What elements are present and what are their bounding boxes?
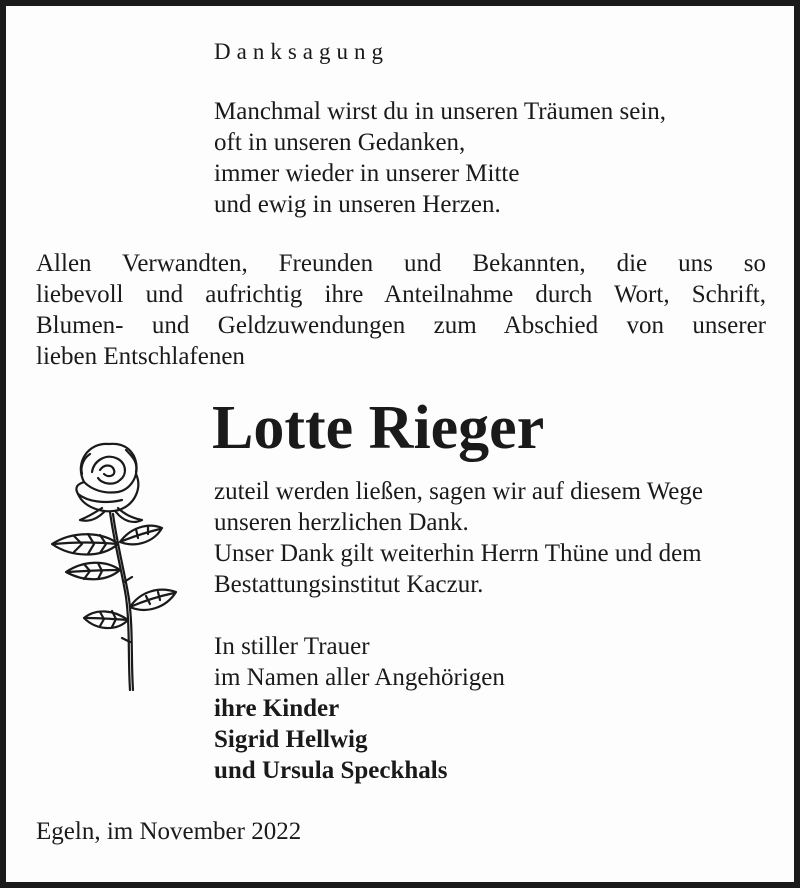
thanks-paragraph [36, 248, 766, 372]
thanks-line: lieben Entschlafenen [36, 343, 245, 370]
deceased-name: Lotte Rieger [212, 394, 545, 462]
place-date: Egeln, im November 2022 [36, 818, 302, 845]
continuation-line: Unser Dank gilt weiterhin Herrn Thüne und dem [214, 540, 702, 567]
poem-line: immer wieder in unserer Mitte [214, 160, 520, 187]
continuation-line: unseren herzlichen Dank. [214, 509, 469, 536]
notice-heading: Danksagung [214, 39, 389, 64]
thanks-line: liebevoll und aufrichtig ihre Anteilnahme durch Wort, Schrift, [36, 281, 766, 308]
signatory: und Ursula Speckhals [214, 757, 448, 784]
poem-line: oft in unseren Gedanken, [214, 129, 466, 156]
signatory: ihre Kinder [214, 695, 340, 722]
poem-line: Manchmal wirst du in unseren Träumen sein, [214, 98, 667, 125]
thanks-line: Allen Verwandten, Freunden und Bekannten, die uns so [36, 250, 766, 277]
rose-icon [44, 432, 184, 702]
continuation-line: zuteil werden ließen, sagen wir auf diesem Wege [214, 478, 704, 505]
poem-line: und ewig in unseren Herzen. [214, 191, 501, 218]
thanks-line: Blumen- und Geldzuwendungen zum Abschied von unserer [36, 312, 766, 339]
mourning-line: In stiller Trauer [214, 633, 370, 660]
signatory: Sigrid Hellwig [214, 726, 368, 753]
continuation-line: Bestattungsinstitut Kaczur. [214, 571, 484, 598]
mourning-line: im Namen aller Angehörigen [214, 664, 505, 691]
